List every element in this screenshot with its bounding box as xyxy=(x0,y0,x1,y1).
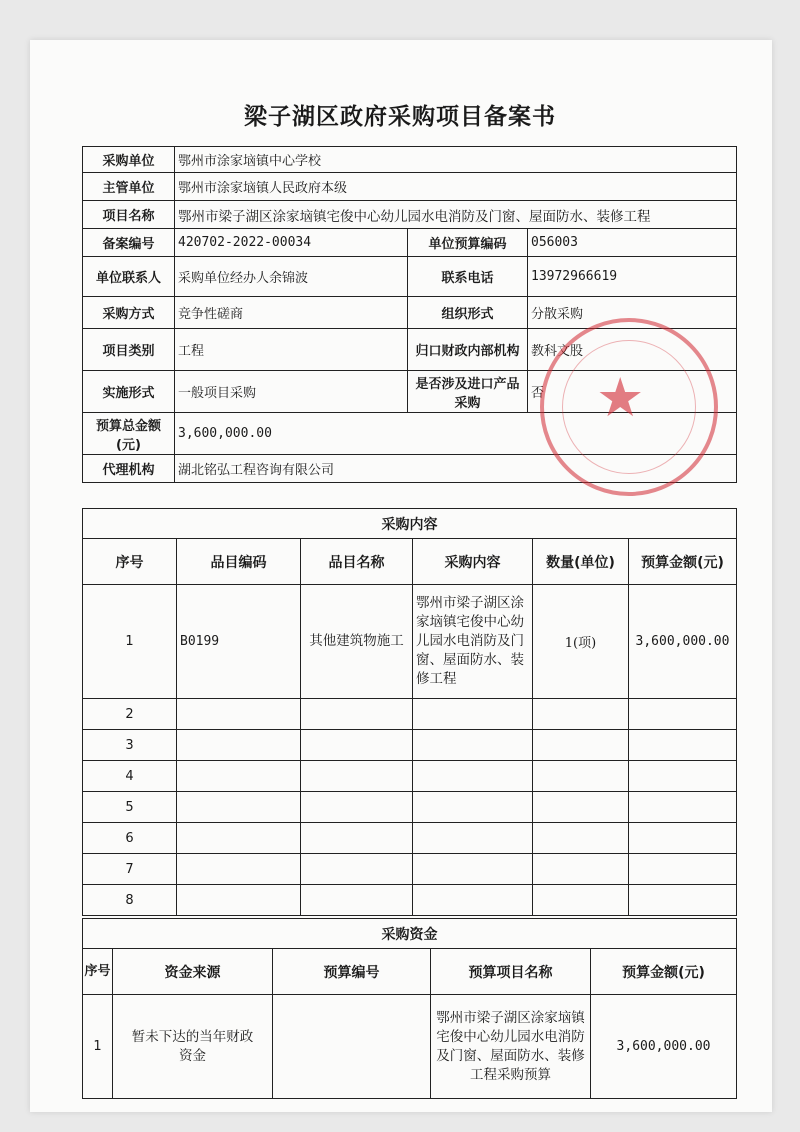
content-row-desc xyxy=(413,699,533,730)
value-phone: 13972966619 xyxy=(528,257,737,297)
content-row-qty xyxy=(533,730,629,761)
content-row-name xyxy=(301,730,413,761)
label-impl-form: 实施形式 xyxy=(83,371,175,413)
content-section-header xyxy=(83,509,737,539)
row-budget-total xyxy=(83,413,737,455)
label-budget-total: 预算总金额(元) xyxy=(83,413,175,455)
content-row-name xyxy=(301,823,413,854)
content-row-desc xyxy=(413,792,533,823)
funds-row-no: 1 xyxy=(83,995,113,1099)
value-contact-person: 采购单位经办人余锦波 xyxy=(175,257,408,297)
content-row-amount xyxy=(629,761,737,792)
label-method: 采购方式 xyxy=(83,297,175,329)
content-header-row xyxy=(83,539,737,585)
info-table xyxy=(82,146,737,483)
funds-section-header xyxy=(83,919,737,949)
content-row-qty xyxy=(533,854,629,885)
funds-col-source: 资金来源 xyxy=(113,949,273,995)
content-row-desc xyxy=(413,885,533,916)
content-row-amount xyxy=(629,854,737,885)
funds-col-no: 序号 xyxy=(83,949,113,995)
content-row-no: 2 xyxy=(83,699,177,730)
content-row-name xyxy=(301,792,413,823)
content-row-amount xyxy=(629,885,737,916)
content-row-code xyxy=(177,761,301,792)
content-row-amount: 3,600,000.00 xyxy=(629,585,737,699)
document-title: 梁子湖区政府采购项目备案书 xyxy=(244,103,556,130)
content-row-qty xyxy=(533,823,629,854)
table-row xyxy=(83,761,737,792)
funds-col-project: 预算项目名称 xyxy=(431,949,591,995)
label-record-no: 备案编号 xyxy=(83,229,175,257)
content-col-amount: 预算金额(元) xyxy=(629,539,737,585)
content-row-amount xyxy=(629,730,737,761)
content-row-code xyxy=(177,854,301,885)
label-contact-person: 单位联系人 xyxy=(83,257,175,297)
content-col-code: 品目编码 xyxy=(177,539,301,585)
content-col-qty: 数量(单位) xyxy=(533,539,629,585)
content-row-no: 3 xyxy=(83,730,177,761)
row-buyer xyxy=(83,147,737,173)
row-project-name xyxy=(83,201,737,229)
table-row xyxy=(83,585,737,699)
value-agency: 湖北铭弘工程咨询有限公司 xyxy=(175,455,737,483)
content-row-no: 1 xyxy=(83,585,177,699)
content-row-no: 4 xyxy=(83,761,177,792)
content-row-qty xyxy=(533,699,629,730)
content-row-no: 6 xyxy=(83,823,177,854)
label-agency: 代理机构 xyxy=(83,455,175,483)
value-impl-form: 一般项目采购 xyxy=(175,371,408,413)
label-supervisor: 主管单位 xyxy=(83,173,175,201)
table-row xyxy=(83,995,737,1099)
label-phone: 联系电话 xyxy=(408,257,528,297)
content-row-qty xyxy=(533,761,629,792)
funds-row-budget-no xyxy=(273,995,431,1099)
content-row-name xyxy=(301,699,413,730)
content-row-name: 其他建筑物施工 xyxy=(301,585,413,699)
content-row-qty xyxy=(533,792,629,823)
content-row-name xyxy=(301,854,413,885)
content-row-code: B0199 xyxy=(177,585,301,699)
table-row xyxy=(83,885,737,916)
value-finance-dept: 教科文股 xyxy=(528,329,737,371)
label-category: 项目类别 xyxy=(83,329,175,371)
content-row-no: 8 xyxy=(83,885,177,916)
value-buyer: 鄂州市涂家垴镇中心学校 xyxy=(175,147,737,173)
funds-table xyxy=(82,918,737,1099)
label-project-name: 项目名称 xyxy=(83,201,175,229)
content-row-no: 7 xyxy=(83,854,177,885)
label-finance-dept: 归口财政内部机构 xyxy=(408,329,528,371)
label-buyer: 采购单位 xyxy=(83,147,175,173)
funds-col-amount: 预算金额(元) xyxy=(591,949,737,995)
content-row-desc xyxy=(413,823,533,854)
funds-header-row xyxy=(83,949,737,995)
value-project-name: 鄂州市梁子湖区涂家垴镇宅俊中心幼儿园水电消防及门窗、屋面防水、装修工程 xyxy=(175,201,737,229)
seal-star-icon: ★ xyxy=(596,366,645,429)
content-row-amount xyxy=(629,823,737,854)
content-row-amount xyxy=(629,699,737,730)
value-budget-total: 3,600,000.00 xyxy=(175,413,737,455)
funds-row-project: 鄂州市梁子湖区涂家垴镇宅俊中心幼儿园水电消防及门窗、屋面防水、装修工程采购预算 xyxy=(431,995,591,1099)
content-row-amount xyxy=(629,792,737,823)
table-row xyxy=(83,699,737,730)
content-col-no: 序号 xyxy=(83,539,177,585)
row-contact xyxy=(83,257,737,297)
content-row-desc xyxy=(413,730,533,761)
content-row-name xyxy=(301,885,413,916)
label-org-form: 组织形式 xyxy=(408,297,528,329)
content-row-code xyxy=(177,885,301,916)
row-agency xyxy=(83,455,737,483)
value-supervisor: 鄂州市涂家垴镇人民政府本级 xyxy=(175,173,737,201)
table-row xyxy=(83,854,737,885)
content-section-title: 采购内容 xyxy=(83,509,737,539)
content-row-no: 5 xyxy=(83,792,177,823)
value-budget-code: 056003 xyxy=(528,229,737,257)
value-record-no: 420702-2022-00034 xyxy=(175,229,408,257)
funds-row-source: 暂未下达的当年财政资金 xyxy=(113,995,273,1099)
content-row-qty xyxy=(533,885,629,916)
funds-row-amount: 3,600,000.00 xyxy=(591,995,737,1099)
content-row-code xyxy=(177,730,301,761)
value-category: 工程 xyxy=(175,329,408,371)
row-record-no xyxy=(83,229,737,257)
funds-section-title: 采购资金 xyxy=(83,919,737,949)
label-import: 是否涉及进口产品采购 xyxy=(408,371,528,413)
content-row-code xyxy=(177,823,301,854)
content-row-code xyxy=(177,792,301,823)
row-supervisor xyxy=(83,173,737,201)
content-col-desc: 采购内容 xyxy=(413,539,533,585)
content-row-desc xyxy=(413,854,533,885)
value-import: 否 xyxy=(528,371,737,413)
row-impl xyxy=(83,371,737,413)
content-row-code xyxy=(177,699,301,730)
table-row xyxy=(83,792,737,823)
content-row-desc: 鄂州市梁子湖区涂家垴镇宅俊中心幼儿园水电消防及门窗、屋面防水、装修工程 xyxy=(413,585,533,699)
label-budget-code: 单位预算编码 xyxy=(408,229,528,257)
content-col-name: 品目名称 xyxy=(301,539,413,585)
content-table xyxy=(82,508,737,916)
content-row-name xyxy=(301,761,413,792)
row-category xyxy=(83,329,737,371)
value-org-form: 分散采购 xyxy=(528,297,737,329)
funds-col-budget-no: 预算编号 xyxy=(273,949,431,995)
content-row-qty: 1(项) xyxy=(533,585,629,699)
table-row xyxy=(83,730,737,761)
content-row-desc xyxy=(413,761,533,792)
value-method: 竞争性磋商 xyxy=(175,297,408,329)
row-method xyxy=(83,297,737,329)
table-row xyxy=(83,823,737,854)
